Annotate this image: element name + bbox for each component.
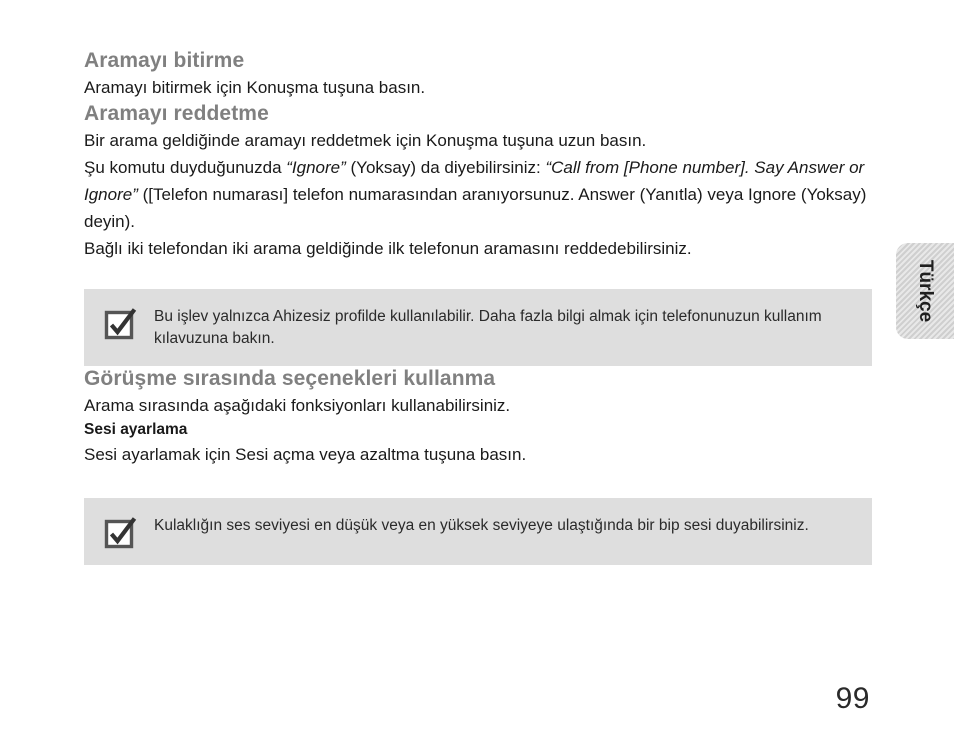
note-box-handsfree xyxy=(84,289,872,366)
paragraph-call-options-intro: Arama sırasında aşağıdaki fonksiyonları kullanabilirsiniz. xyxy=(84,396,511,415)
note-box-volume-beep xyxy=(84,498,872,565)
voice-command-call-from: “Call from [Phone number]. Say Answer or Ignore” xyxy=(84,158,865,204)
checkbox-checked-icon xyxy=(104,515,138,549)
voice-command-text-part2: (Yoksay) da diyebilirsiniz: xyxy=(345,158,546,177)
note-text-handsfree: Bu işlev yalnızca Ahizesiz profilde kullanılabilir. Daha fazla bilgi almak için telefonunuzun kullanım kılavuzuna bakın. xyxy=(154,308,822,347)
voice-command-ignore: “Ignore” xyxy=(286,158,346,177)
section-heading-call-options: Görüşme sırasında seçenekleri kullanma xyxy=(84,367,496,390)
sub-heading-volume-adjust: Sesi ayarlama xyxy=(84,421,188,438)
language-tab-label: Türkçe xyxy=(915,259,936,323)
paragraph-reject-call: Bir arama geldiğinde aramayı reddetmek için Konuşma tuşuna uzun basın. xyxy=(84,131,647,150)
section-heading-reject-call: Aramayı reddetme xyxy=(84,102,269,125)
page-number: 99 xyxy=(835,682,870,715)
paragraph-end-call: Aramayı bitirmek için Konuşma tuşuna basın. xyxy=(84,78,426,97)
checkbox-checked-icon xyxy=(104,306,138,340)
paragraph-two-phones: Bağlı iki telefondan iki arama geldiğinde ilk telefonun aramasını reddedebilirsiniz. xyxy=(84,239,692,258)
page-content xyxy=(84,48,872,565)
note-text-volume-beep: Kulaklığın ses seviyesi en düşük veya en yüksek seviyeye ulaştığında bir bip sesi duyabilirsiniz. xyxy=(154,517,809,534)
paragraph-volume-adjust: Sesi ayarlamak için Sesi açma veya azaltma tuşuna basın. xyxy=(84,445,527,464)
voice-command-text-part3: ([Telefon numarası] telefon numarasından aranıyorsunuz. Answer (Yanıtla) veya Ignore (Yoksay) deyin). xyxy=(84,185,867,231)
language-tab-turkish xyxy=(896,243,954,339)
section-heading-end-call: Aramayı bitirme xyxy=(84,49,245,72)
paragraph-voice-commands xyxy=(84,154,872,235)
voice-command-text-part1: Şu komutu duyduğunuzda xyxy=(84,158,287,177)
